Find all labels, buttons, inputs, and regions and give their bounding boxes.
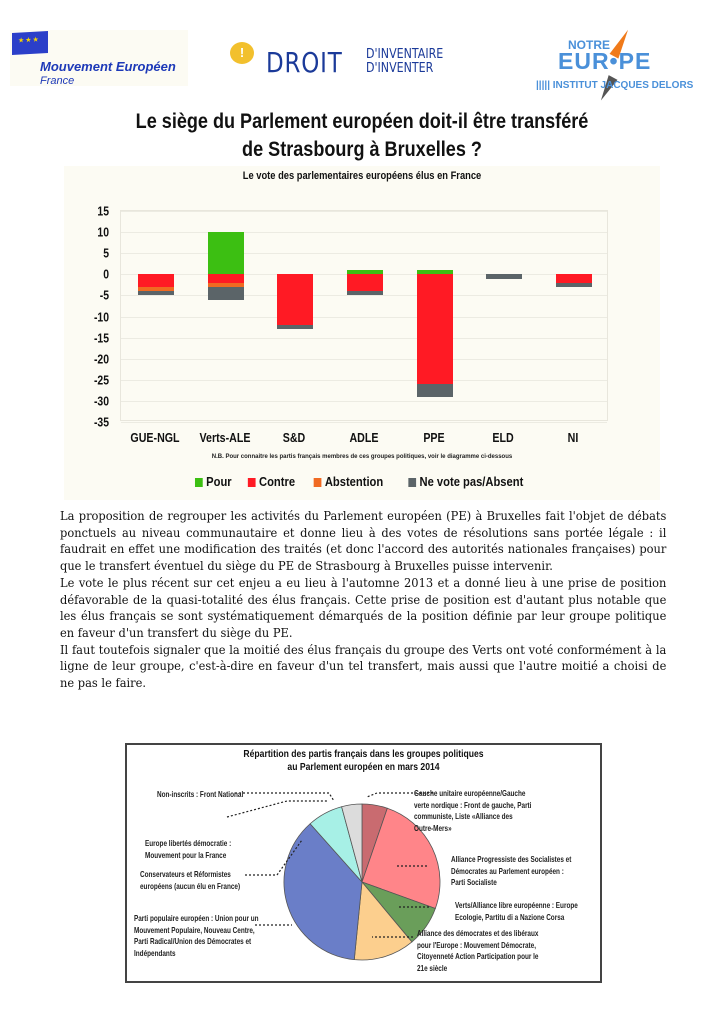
y-tick-label: -15	[93, 330, 109, 346]
label-line: Outre-Mers»	[414, 823, 452, 833]
bar-segment-contre	[347, 274, 383, 291]
legend-item-abstention	[314, 474, 384, 489]
bar-segment-ne-vote-pas-absent	[347, 291, 383, 295]
pie-label-ppe	[134, 913, 259, 959]
gridline	[121, 211, 607, 212]
label-line: Verts/Alliance libre européenne : Europe	[455, 901, 578, 910]
legend-label: Contre	[258, 474, 295, 489]
label-line: Gauche unitaire européenne/Gauche	[414, 789, 526, 798]
pie-title-line1: Répartition des partis français dans les groupes politiques	[243, 748, 484, 760]
label-line: Démocrates au Parlement européen :	[451, 866, 564, 876]
label-line: Mouvement pour la France	[145, 850, 227, 860]
bar-segment-contre	[277, 274, 313, 325]
pie-label-ni	[157, 789, 243, 801]
pie-label-ecr	[140, 869, 240, 892]
bar-chart-plot-area	[93, 203, 608, 430]
x-tick-label: ELD	[492, 430, 515, 445]
bar-segment-contre	[138, 274, 174, 287]
label-line: Parti Socialiste	[451, 878, 497, 887]
bar-chart-subtitle: Le vote des parlementaires européens élus en France	[242, 170, 482, 182]
gridline	[121, 380, 607, 381]
y-tick-label: -25	[93, 372, 109, 388]
page-title-line1: Le siège du Parlement européen doit-il être transféré	[135, 110, 589, 133]
legend-item-absent	[408, 474, 523, 489]
logo-droit-line1: D'INVENTAIRE	[366, 47, 444, 62]
leader-line	[227, 801, 327, 817]
paragraph: Le vote le plus récent sur cet enjeu a eu lieu à l'automne 2013 et a donné lieu à une prise de position défavorable de la quasi-totalité des élus français. Cette prise de position est d'autant plus notable que les élus français se sont systématiquement démarqués de la position définie par leur groupe politique en faveur d'un transfert du siège du PE.	[60, 575, 667, 640]
legend-item-contre	[248, 474, 295, 489]
label-line: Ecologie, Partitu di a Nazione Corsa	[455, 912, 565, 922]
label-line: Citoyenneté Action Participation pour le	[417, 952, 539, 961]
logo-ne-institut: ||||| INSTITUT JACQUES DELORS	[536, 80, 694, 91]
legend-label: Ne vote pas/Absent	[419, 474, 524, 489]
paragraph: Il faut toutefois signaler que la moitié des élus français du groupe des Verts ont voté conformément à la ligne de leur groupe, c'est-à-dire en faveur d'un tel transfert, mais aussi que l'autre moitié a choisi de ne pas le faire.	[60, 642, 667, 691]
pie-label-adle	[417, 928, 538, 974]
logo-droit-word: DROIT	[266, 46, 343, 79]
label-line: Parti Radical/Union des Démocrates et	[134, 937, 252, 946]
bar-segment-contre	[208, 274, 244, 282]
logo-ne-notre: NOTRE	[568, 38, 610, 52]
pie-chart-panel	[125, 743, 602, 983]
x-tick-label: ADLE	[349, 430, 379, 445]
label-line: européens (aucun élu en France)	[140, 881, 241, 891]
y-tick-label: 5	[103, 245, 109, 261]
label-line: Alliance des démocrates et des libéraux	[417, 929, 539, 938]
x-tick-label: NI	[567, 430, 579, 445]
bar-chart-panel	[64, 166, 660, 500]
bar-chart-legend	[64, 474, 660, 489]
x-tick-label: GUE-NGL	[130, 430, 180, 445]
label-line: Mouvement Populaire, Nouveau Centre,	[134, 925, 255, 935]
label-line: Indépendants	[134, 948, 176, 958]
x-tick-label: Verts-ALE	[199, 430, 251, 445]
gridline	[121, 422, 607, 423]
bar-chart-note: N.B. Pour connaitre les partis français membres de ces groupes politiques, voir le diagramme ci-dessous	[211, 454, 513, 460]
bar-segment-ne-vote-pas-absent	[277, 325, 313, 329]
logo-mouvement-europeen	[10, 30, 188, 86]
gridline	[121, 295, 607, 296]
label-line: Non-inscrits : Front National	[157, 790, 244, 799]
label-line: Parti populaire européen : Union pour un	[134, 914, 259, 923]
legend-label: Abstention	[325, 474, 384, 489]
x-tick-label: PPE	[423, 430, 445, 445]
logo-droit-sub	[366, 48, 443, 76]
logo-droit-inventaire	[228, 38, 478, 88]
y-tick-label: -10	[93, 309, 109, 324]
bar-segment-contre	[417, 274, 453, 384]
y-tick-label: -5	[99, 287, 109, 303]
bar-segment-ne-vote-pas-absent	[486, 274, 522, 278]
pie-chart-title	[170, 748, 558, 774]
y-tick-label: 10	[97, 224, 109, 240]
bar-segment-contre	[556, 274, 592, 282]
bar-segment-ne-vote-pas-absent	[417, 384, 453, 397]
legend-swatch-red	[248, 478, 256, 487]
bar-segment-pour	[208, 232, 244, 274]
gridline	[121, 338, 607, 339]
bar-segment-ne-vote-pas-absent	[138, 291, 174, 295]
logo-droit-line2: D'INVENTER	[366, 61, 434, 76]
label-line: pour l'Europe : Mouvement Démocrate,	[417, 940, 536, 950]
page-title	[51, 108, 674, 164]
leader-line	[235, 793, 334, 801]
article-body	[60, 508, 666, 692]
legend-label: Pour	[205, 474, 232, 489]
pie-label-eld	[145, 838, 231, 861]
legend-swatch-orange	[314, 478, 322, 487]
y-tick-label: 15	[97, 203, 109, 219]
bar-segment-ne-vote-pas-absent	[556, 283, 592, 287]
logo-me-name: Mouvement Européen	[40, 59, 176, 74]
y-tick-label: -35	[93, 414, 109, 430]
pie-label-sd	[451, 854, 571, 889]
label-line: Europe libertés démocratie :	[145, 839, 232, 848]
paragraph: La proposition de regrouper les activités du Parlement européen (PE) à Bruxelles fait l'objet de débats ponctuels au niveau communautaire et donne lieu à des votes de résolutions sans portée légale : il faudrait en effet une modification des traités (et donc l'accord des autorités nationales françaises) pour que le transfert éventuel du siège du PE de Strasbourg à Bruxelles puisse intervenir.	[60, 509, 667, 574]
logo-ne-europe: EUR•PE	[558, 48, 652, 74]
legend-item-pour	[195, 474, 232, 489]
pie-title-line2: au Parlement européen en mars 2014	[287, 761, 440, 773]
y-tick-label: -20	[93, 351, 109, 367]
speech-bubble-icon: !	[230, 42, 254, 64]
gridline	[121, 253, 607, 254]
bar-segment-ne-vote-pas-absent	[208, 287, 244, 300]
page-title-line2: de Strasbourg à Bruxelles ?	[242, 138, 482, 161]
gridline	[121, 317, 607, 318]
y-tick-label: 0	[103, 266, 109, 282]
legend-swatch-green	[195, 478, 203, 487]
label-line: verte nordique : Front de gauche, Parti	[414, 800, 532, 810]
label-line: communiste, Liste «Alliance des	[414, 812, 513, 821]
logo-notre-europe	[530, 24, 700, 100]
y-tick-label: -30	[93, 393, 109, 409]
gridline	[121, 359, 607, 360]
pie-label-gue	[414, 788, 531, 834]
x-tick-label: S&D	[283, 430, 306, 445]
logo-me-country: France	[40, 75, 75, 87]
gridline	[121, 401, 607, 402]
label-line: 21e siècle	[417, 963, 448, 973]
label-line: Alliance Progressiste des Socialistes et	[451, 855, 572, 864]
legend-swatch-grey	[408, 478, 416, 487]
pie-label-verts	[455, 900, 578, 923]
eu-flag-icon	[12, 31, 48, 55]
gridline	[121, 232, 607, 233]
label-line: Conservateurs et Réformistes	[140, 870, 231, 879]
